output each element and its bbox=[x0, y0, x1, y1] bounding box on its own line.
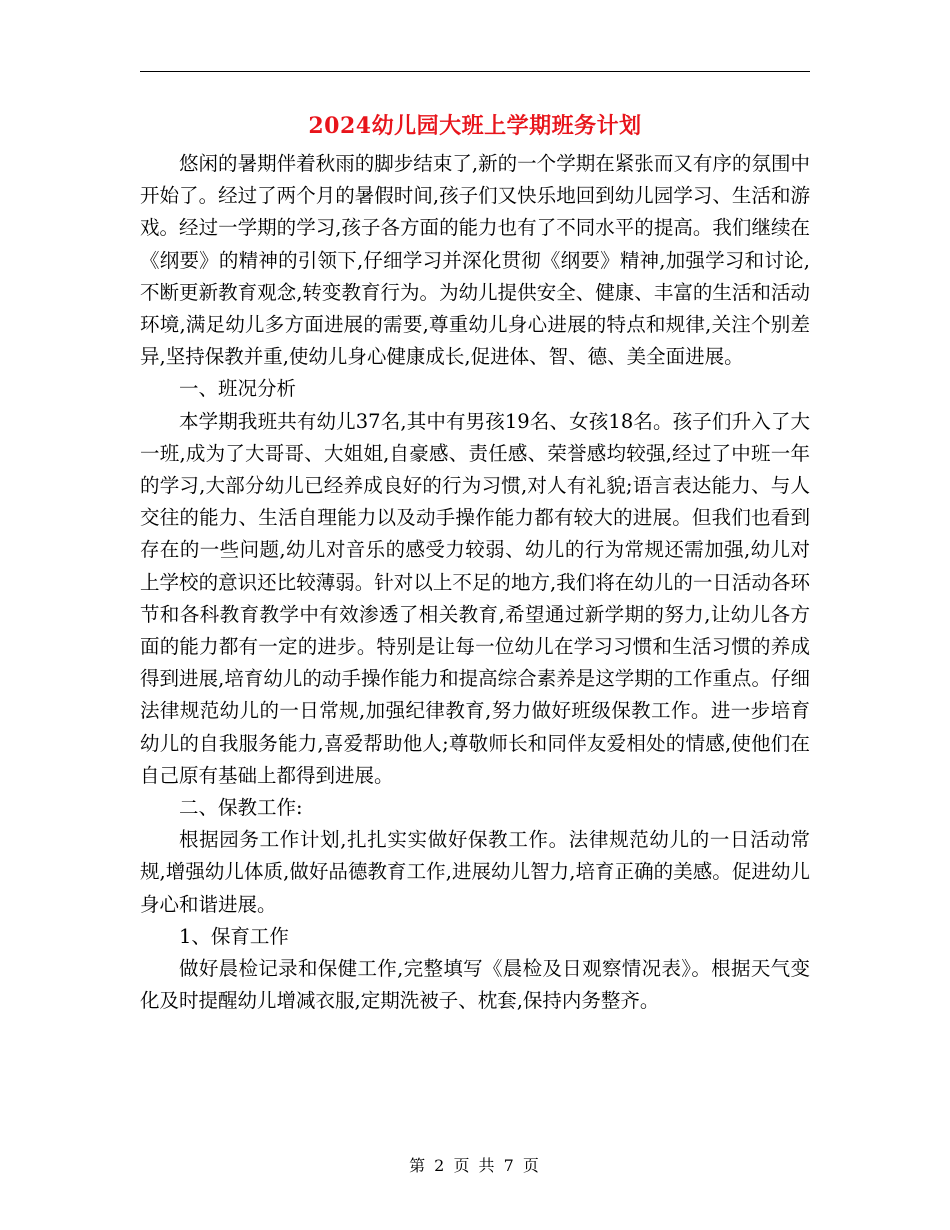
page-number-footer: 第 2 页 共 7 页 bbox=[409, 1156, 541, 1175]
section-heading-care-education: 二、保教工作: bbox=[179, 796, 303, 820]
section-heading-class-analysis: 一、班况分析 bbox=[179, 377, 297, 401]
document-body bbox=[140, 148, 810, 1017]
subsection-heading-care-work: 1、保育工作 bbox=[179, 924, 289, 948]
document-title: 2024幼儿园大班上学期班务计划 bbox=[308, 113, 642, 139]
care-education-paragraph: 根据园务工作计划,扎扎实实做好保教工作。法律规范幼儿的一日活动常规,增强幼儿体质,做好品德教育工作,进展幼儿智力,培育正确的美感。促进幼儿身心和谐进展。 bbox=[140, 828, 810, 916]
intro-paragraph: 悠闲的暑期伴着秋雨的脚步结束了,新的一个学期在紧张而又有序的氛围中开始了。经过了两个月的暑假时间,孩子们又快乐地回到幼儿园学习、生活和游戏。经过一学期的学习,孩子各方面的能力也有了不同水平的提高。我们继续在《纲要》的精神的引领下,仔细学习并深化贯彻《纲要》精神,加强学习和讨论,不断更新教育观念,转变教育行为。为幼儿提供安全、健康、丰富的生活和活动环境,满足幼儿多方面进展的需要,尊重幼儿身心进展的特点和规律,关注个别差异,坚持保教并重,使幼儿身心健康成长,促进体、智、德、美全面进展。 bbox=[140, 152, 810, 369]
class-analysis-paragraph: 本学期我班共有幼儿37名,其中有男孩19名、女孩18名。孩子们升入了大一班,成为了大哥哥、大姐姐,自豪感、责任感、荣誉感均较强,经过了中班一年的学习,大部分幼儿已经养成良好的行为习惯,对人有礼貌;语言表达能力、与人交往的能力、生活自理能力以及动手操作能力都有较大的进展。但我们也看到存在的一些问题,幼儿对音乐的感受力较弱、幼儿的行为常规还需加强,幼儿对上学校的意识还比较薄弱。针对以上不足的地方,我们将在幼儿的一日活动各环节和各科教育教学中有效渗透了相关教育,希望通过新学期的努力,让幼儿各方面的能力都有一定的进步。特别是让每一位幼儿在学习习惯和生活习惯的养成得到进展,培育幼儿的动手操作能力和提高综合素养是这学期的工作重点。仔细法律规范幼儿的一日常规,加强纪律教育,努力做好班级保教工作。进一步培育幼儿的自我服务能力,喜爱帮助他人;尊敬师长和同伴友爱相处的情感,使他们在自己原有基础上都得到进展。 bbox=[140, 409, 810, 787]
care-work-paragraph: 做好晨检记录和保健工作,完整填写《晨检及日观察情况表》。根据天气变化及时提醒幼儿增减衣服,定期洗被子、枕套,保持内务整齐。 bbox=[140, 957, 810, 1013]
header-rule bbox=[140, 71, 810, 72]
